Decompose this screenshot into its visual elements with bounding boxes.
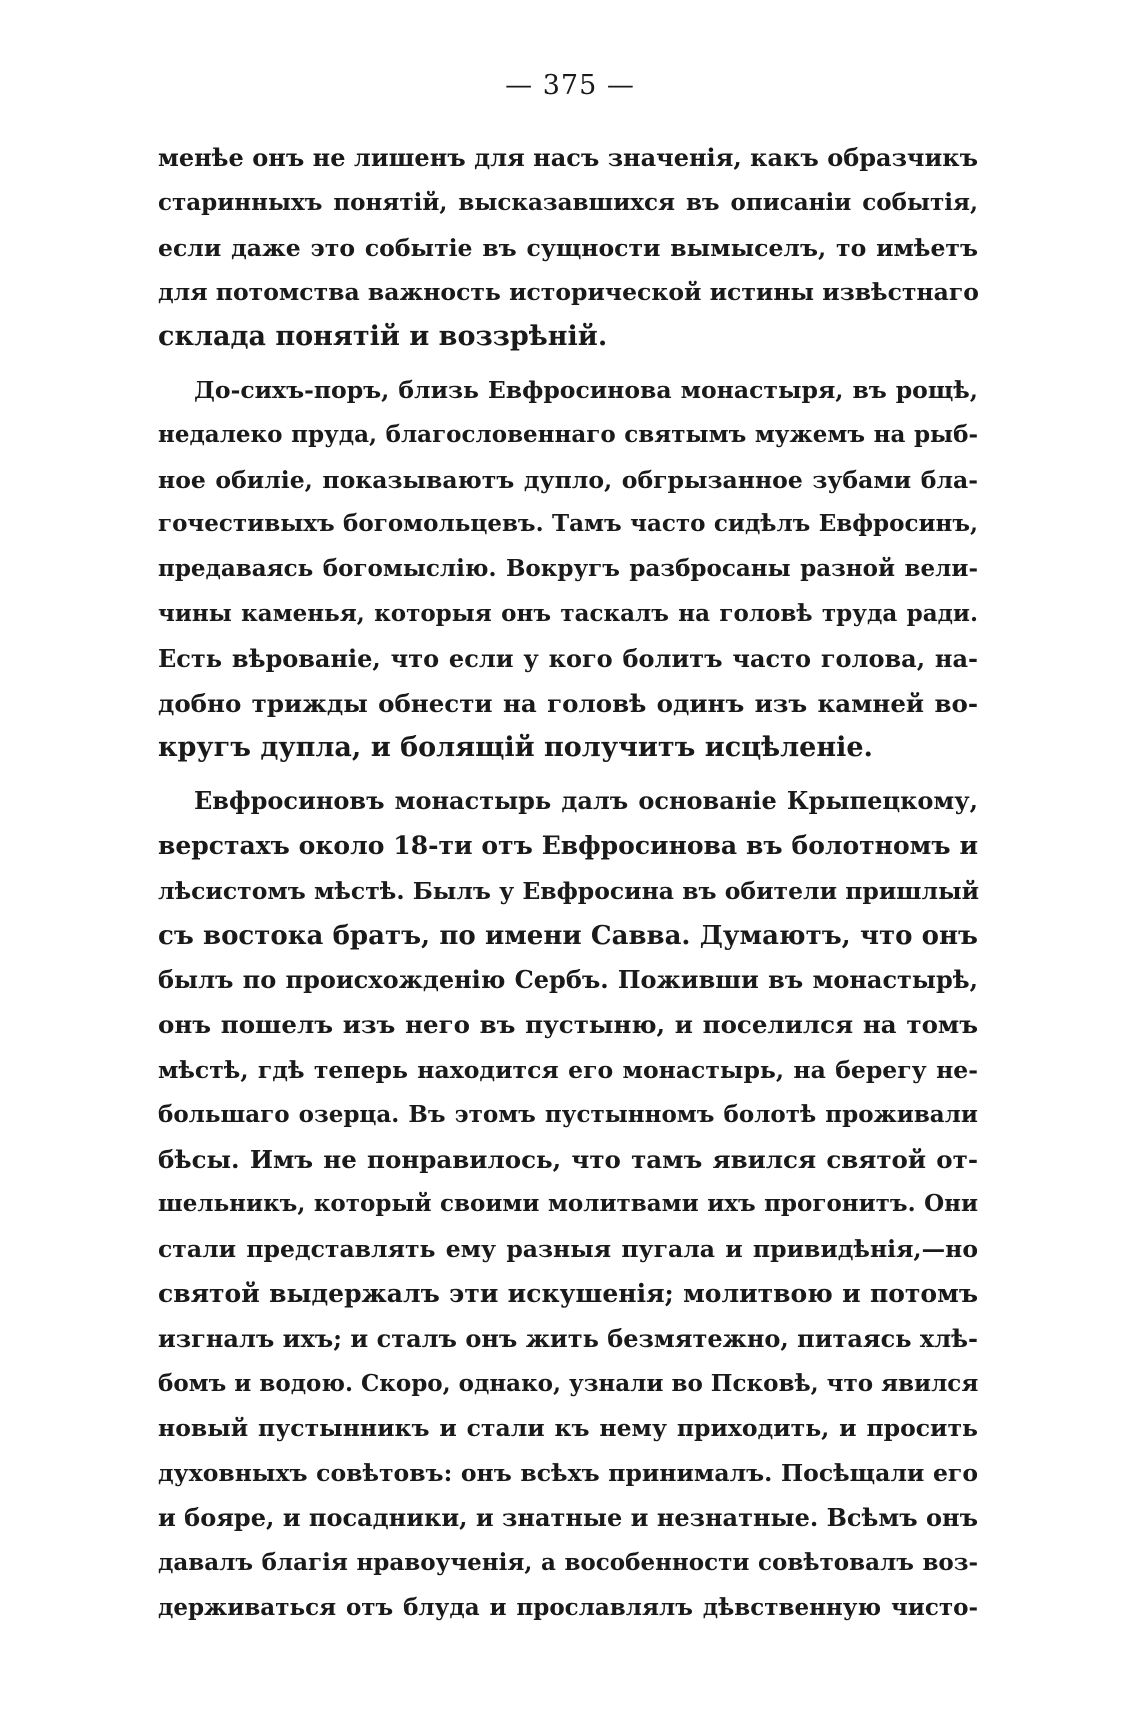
text-line: мѣстѣ, гдѣ теперь находится его монастырь, на берегу не- <box>158 1055 978 1084</box>
text-line: и бояре, и посадники, и знатные и незнатные. Всѣмъ онъ <box>158 1502 978 1532</box>
paragraph-1 <box>158 136 978 360</box>
text-line: лѣсистомъ мѣстѣ. Былъ у Евфросина въ обители пришлый <box>158 876 980 905</box>
text-line: бомъ и водою. Скоро, однако, узнали во Псковѣ, что явился <box>158 1369 979 1397</box>
text-line: если даже это событіе въ сущности вымыселъ, то имѣетъ <box>158 233 978 262</box>
text-line: святой выдержалъ эти искушенія; молитвою и потомъ <box>158 1278 978 1308</box>
text-line: большаго озерца. Въ этомъ пустынномъ болотѣ проживали <box>158 1100 978 1128</box>
text-line: добно трижды обнести на головѣ одинъ изъ камней во- <box>158 688 978 718</box>
text-line: кругъ дупла, и болящій получитъ исцѣленіе. <box>158 732 873 764</box>
text-line: новый пустынникъ и стали къ нему приходить, и просить <box>158 1414 978 1443</box>
text-line: духовныхъ совѣтовъ: онъ всѣхъ принималъ. Посѣщали его <box>158 1459 978 1488</box>
text-line: онъ пошелъ изъ него въ пустыню, и поселился на томъ <box>158 1010 978 1040</box>
paragraph-gap <box>158 771 978 779</box>
paragraph-gap <box>158 360 978 368</box>
body-text <box>158 136 978 1630</box>
text-line: чины каменья, которыя онъ таскалъ на головѣ труда ради. <box>158 599 978 627</box>
text-line: гочестивыхъ богомольцевъ. Тамъ часто сидѣлъ Евфросинъ, <box>158 510 978 538</box>
page-number: — 375 — <box>505 70 635 101</box>
text-line: съ востока братъ, по имени Савва. Думаютъ, что онъ <box>158 920 978 951</box>
paragraph-2 <box>158 368 978 771</box>
text-line: До-сихъ-поръ, близь Евфросинова монастыря, въ рощѣ, <box>194 375 978 404</box>
paragraph-3 <box>158 779 978 1630</box>
text-line: склада понятій и воззрѣній. <box>158 321 608 353</box>
text-line: шельникъ, который своими молитвами ихъ прогонитъ. Они <box>158 1190 978 1218</box>
text-line: недалеко пруда, благословеннаго святымъ мужемъ на рыб- <box>158 420 978 448</box>
text-line: старинныхъ понятій, высказавшихся въ описаніи событія, <box>158 188 978 216</box>
text-line: держиваться отъ блуда и прославлялъ дѣвственную чисто- <box>158 1593 978 1621</box>
text-line: былъ по происхожденію Сербъ. Поживши въ монастырѣ, <box>158 965 978 995</box>
text-line: Евфросиновъ монастырь далъ основаніе Крыпецкому, <box>194 786 978 816</box>
text-line: давалъ благія нравоученія, а вособенности совѣтовалъ воз- <box>158 1548 978 1576</box>
text-line: верстахъ около 18-ти отъ Евфросинова въ болотномъ и <box>158 830 978 860</box>
text-line: бѣсы. Имъ не понравилось, что тамъ явился святой от- <box>158 1144 978 1174</box>
text-line: для потомства важность исторической истины извѣстнаго <box>158 278 979 307</box>
text-line: ное обиліе, показываютъ дупло, обгрызанное зубами бла- <box>158 465 978 494</box>
text-line: менѣе онъ не лишенъ для насъ значенія, какъ образчикъ <box>158 143 978 172</box>
text-line: стали представлять ему разныя пугала и привидѣнія,—но <box>158 1235 978 1264</box>
text-line: предаваясь богомыслію. Вокругъ разбросаны разной вели- <box>158 555 978 583</box>
text-line: изгналъ ихъ; и сталъ онъ жить безмятежно, питаясь хлѣ- <box>158 1323 978 1353</box>
text-line: Есть вѣрованіе, что если у кого болитъ часто голова, на- <box>158 643 978 673</box>
